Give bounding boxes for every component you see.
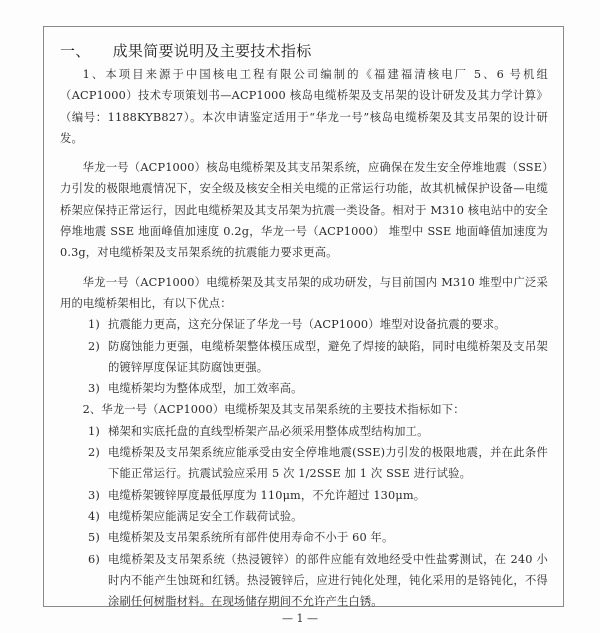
list-item xyxy=(60,549,548,613)
list-marker: 4) xyxy=(88,509,100,523)
list-text: 梯架和实底托盘的直线型桥架产品必须采用整体成型结构加工。 xyxy=(108,424,429,438)
list-marker: 5) xyxy=(88,531,100,545)
list-item xyxy=(60,442,548,485)
advantages-list xyxy=(60,314,548,399)
advantages-intro-paragraph: 华龙一号（ACP1000）电缆桥架及其支吊架的成功研发，与目前国内 M310 堆型中广泛采用的电缆桥架相比，有以下优点： xyxy=(60,275,548,310)
page-number: — 1 — xyxy=(282,612,318,625)
section-heading xyxy=(60,40,548,62)
list-text: 电缆桥架应能满足安全工作载荷试验。 xyxy=(108,509,303,523)
list-marker: 3) xyxy=(88,382,100,396)
list-text: 电缆桥架及支吊架系统应能承受由安全停堆地震(SSE)力引发的极限地震，并在此条件下能正常运行。抗震试验应采用 5 次 1/2SSE 加 1 次 SSE 进行试验。 xyxy=(108,446,548,481)
list-text: 抗震能力更高，这充分保证了华龙一号（ACP1000）堆型对设备抗震的要求。 xyxy=(108,318,506,332)
document-body xyxy=(60,40,548,612)
intro-paragraph: 1、本项目来源于中国核电工程有限公司编制的《福建福清核电厂 5、6 号机组（ACP1000）技术专项策划书—ACP1000 核岛电缆桥架及支吊架的设计研发及其力学计算》（编号：1188KYB827）。本次申请鉴定适用于“华龙一号”核岛电缆桥架及其支吊架的设计研发。 xyxy=(60,68,548,145)
list-item xyxy=(60,421,548,442)
seismic-paragraph: 华龙一号（ACP1000）核岛电缆桥架及其支吊架系统，应确保在发生安全停堆地震（SSE）力引发的极限地震情况下，安全级及核安全相关电缆的正常运行功能，故其机械保护设备—电缆桥架应保持正常运行，因此电缆桥架及其支吊架为抗震一类设备。相对于 M310 核电站中的安全停堆地震 SSE 地面峰值加速度 0.2g，华龙一号（ACP1000） 堆型中 SSE 地面峰值加速度为 0.3g，对电缆桥架及支吊架系统的抗震能力要求更高。 xyxy=(60,161,548,260)
indicators-list xyxy=(60,421,548,613)
list-marker: 6) xyxy=(88,552,100,566)
list-text: 防腐蚀能力更强，电缆桥架整体模压成型，避免了焊接的缺陷，同时电缆桥架及支吊架的镀锌厚度保证其防腐蚀更强。 xyxy=(108,339,548,374)
list-marker: 1) xyxy=(88,424,100,438)
indicators-title: 2、华龙一号（ACP1000）电缆桥架及其支吊架系统的主要技术指标如下： xyxy=(82,403,465,417)
list-marker: 2) xyxy=(88,446,100,460)
section-number: 一、 xyxy=(60,42,91,60)
list-item xyxy=(60,378,548,399)
list-item xyxy=(60,527,548,548)
list-item xyxy=(60,314,548,335)
section-title: 成果简要说明及主要技术指标 xyxy=(112,42,312,60)
list-item xyxy=(60,336,548,379)
list-marker: 2) xyxy=(88,339,100,353)
list-marker: 1) xyxy=(88,318,100,332)
list-text: 电缆桥架镀锌厚度最低厚度为 110μm，不允许超过 130μm。 xyxy=(108,488,426,502)
list-text: 电缆桥架及支吊架系统所有部件使用寿命不小于 60 年。 xyxy=(108,531,394,545)
list-item xyxy=(60,506,548,527)
list-item xyxy=(60,485,548,506)
list-text: 电缆桥架及支吊架系统（热浸镀锌）的部件应能有效地经受中性盐雾测试，在 240 小时内不能产生蚀斑和红锈。热浸镀锌后，应进行钝化处理，钝化采用的是铬钝化，不得涂刷任何树脂材料。在现场储存期间不允许产生白锈。 xyxy=(108,552,548,609)
list-marker: 3) xyxy=(88,488,100,502)
list-text: 电缆桥架均为整体成型，加工效率高。 xyxy=(108,382,303,396)
